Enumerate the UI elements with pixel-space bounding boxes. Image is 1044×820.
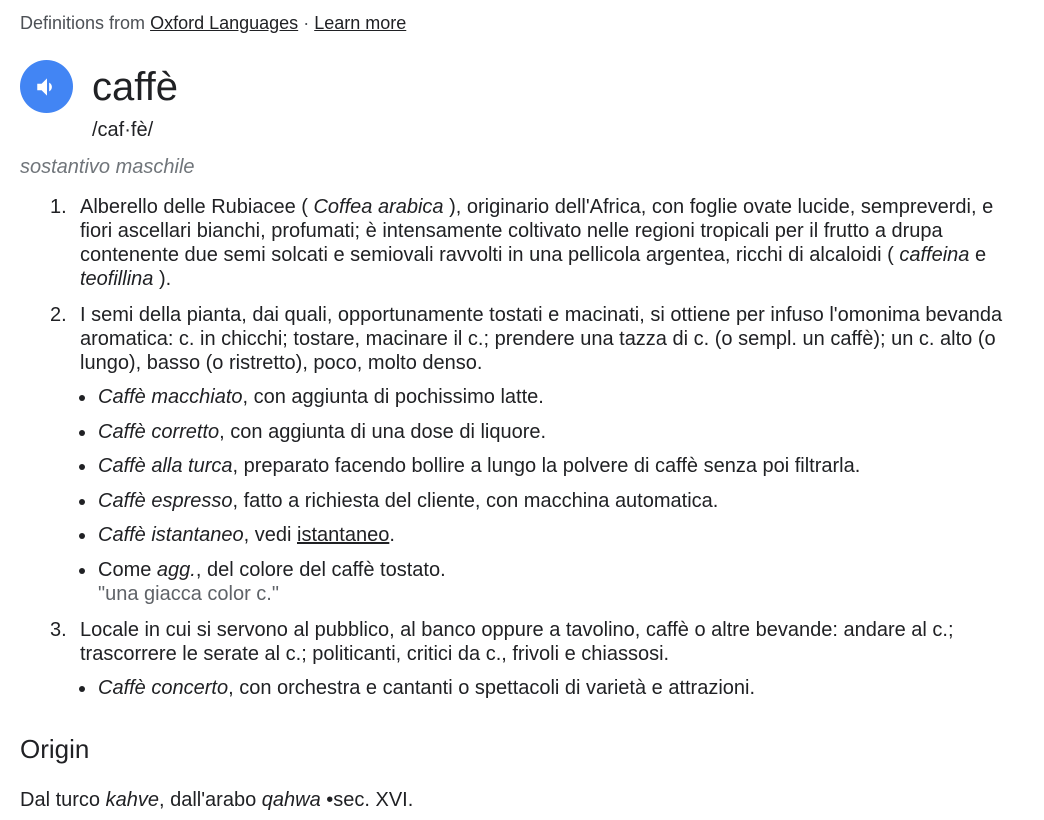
sense-1 [0, 195, 1044, 291]
sub-sense-text: , preparato facendo bollire a lungo la polvere di caffè senza poi filtrarla. [232, 455, 861, 477]
sub-sense-text-end: . [389, 524, 395, 546]
sense-text-part: Alberello delle Rubiacee ( [80, 196, 314, 218]
bullet [79, 686, 85, 692]
origin-text-part: , dall'arabo [158, 789, 262, 811]
sub-sense-term: Caffè concerto [98, 676, 229, 699]
sense-text: Locale in cui si servono al pubblico, al banco oppure a tavolino, caffè o altre bevande: andare al c.; trascorrere le serate al c.; politicanti, critici da c., frivoli e chiassosi. [80, 618, 954, 665]
attribution [20, 13, 406, 34]
origin-text-part: •sec. XVI. [320, 789, 414, 811]
origin-heading: Origin [20, 734, 90, 764]
sub-sense-text: , vedi [243, 524, 298, 546]
sub-sense-term: Caffè espresso [98, 489, 233, 512]
sub-sense [0, 420, 1014, 444]
sub-sense-term: Caffè istantaneo [98, 524, 244, 546]
sense-term: caffeina [899, 244, 970, 266]
sub-sense [0, 676, 1014, 700]
sub-sense-text: , del colore del caffè tostato. [195, 558, 446, 581]
sub-sense-text: , fatto a richiesta del cliente, con macchina automatica. [232, 489, 719, 512]
sub-sense-prefix: Come [98, 558, 157, 581]
sub-sense [0, 385, 1014, 409]
sense-term: Coffea arabica [313, 196, 444, 218]
oxford-languages-link[interactable]: Oxford Languages [150, 13, 299, 33]
bullet [79, 568, 85, 574]
sense-text-part: e [969, 244, 987, 266]
sense-number: 2. [50, 304, 67, 326]
bullet [79, 464, 85, 470]
sub-sense-text: , con aggiunta di pochissimo latte. [242, 386, 544, 408]
phonetic-spelling: /caf·fè/ [92, 119, 154, 141]
bullet [79, 430, 85, 436]
sub-sense-abbr: agg. [156, 558, 196, 581]
attribution-separator: · [303, 13, 310, 33]
usage-example: "una giacca color c." [98, 582, 279, 605]
sense-term: teofillina [80, 268, 154, 290]
part-of-speech: sostantivo maschile [20, 156, 195, 178]
sub-sense [0, 523, 1014, 547]
sub-sense-text: , con orchestra e cantanti o spettacoli di varietà e attrazioni. [228, 676, 756, 699]
sub-sense [0, 558, 1014, 606]
sub-sense [0, 489, 1014, 513]
learn-more-link[interactable]: Learn more [314, 13, 407, 33]
origin-term: qahwa [261, 789, 321, 811]
sub-sense-list [0, 385, 1014, 606]
origin-term: kahve [105, 789, 159, 811]
bullet [79, 499, 85, 505]
origin-text [20, 789, 413, 812]
sense-text [80, 196, 993, 290]
bullet [79, 533, 85, 539]
sense-2 [0, 303, 1044, 606]
sub-sense-term: Caffè macchiato [98, 386, 243, 408]
sense-text-part: ). [153, 268, 172, 290]
senses-list [0, 195, 1044, 700]
sense-number: 3. [50, 618, 67, 641]
pronunciation-play-button[interactable] [20, 60, 73, 113]
sense-number: 1. [50, 196, 67, 218]
sub-sense-text: , con aggiunta di una dose di liquore. [219, 420, 547, 443]
sense-3 [0, 618, 1044, 700]
sub-sense [0, 454, 1014, 478]
speaker-icon [34, 74, 60, 100]
bullet [79, 395, 85, 401]
sub-sense-term: Caffè alla turca [98, 455, 233, 477]
sub-sense-list [0, 676, 1014, 700]
istantaneo-link[interactable]: istantaneo [297, 524, 390, 546]
sense-text: I semi della pianta, dai quali, opportunamente tostati e macinati, si ottiene per infuso l'omonima bevanda aromatica: c. in chicchi; tostare, macinare il c.; prendere una tazza di c. (o sempl. un caffè); un c. alto (o lungo), basso (o ristretto), poco, molto denso. [80, 304, 1003, 374]
origin-text-part: Dal turco [20, 789, 106, 811]
sub-sense-term: Caffè corretto [98, 420, 220, 443]
sense-text-part: ), originario dell'Africa, con foglie ovate lucide, sempreverdi, e fiori ascellari bianchi, profumati; è intensamente coltivato nelle regioni tropicali per il frutto a drupa contenente due semi solcati e semiovali ravvolti in una pellicola argentea, ricchi di alcaloidi ( [80, 196, 994, 266]
attribution-prefix: Definitions from [20, 13, 146, 33]
headword: caffè [92, 65, 178, 109]
